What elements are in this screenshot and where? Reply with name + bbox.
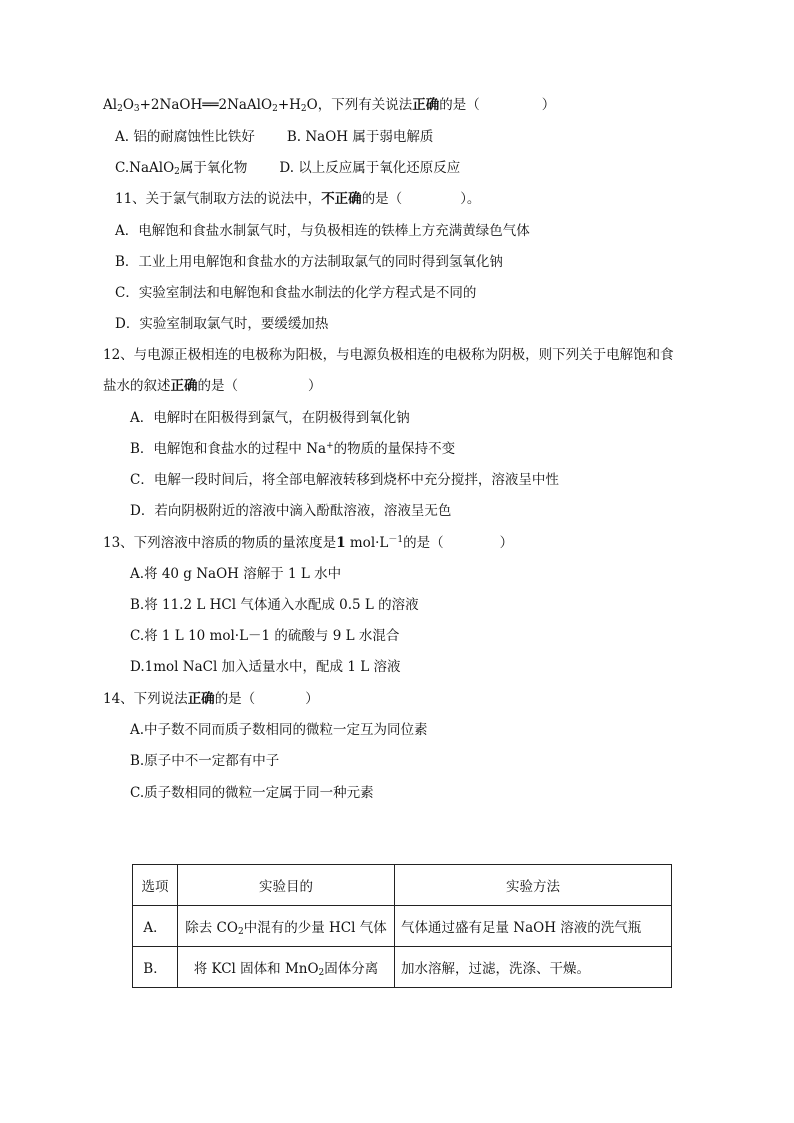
q10-option-c[interactable]: C.NaAlO$_2$属于氧化物 [115,160,248,177]
table-header-purpose: 实验目的 [178,865,395,906]
q11-option-c[interactable]: C．实验室制法和电解饱和食盐水制法的化学方程式是不同的 [115,285,477,301]
q13-stem-bold: 1 [336,535,346,551]
q11-close: ）。 [460,191,481,207]
q10-option-b[interactable]: B. NaOH 属于弱电解质 [286,129,434,145]
q14-close: ） [305,691,319,707]
table-row [133,947,672,988]
q14-stem-bold: 正确 [187,691,215,707]
q14-stem-end: 的是（ [214,691,256,707]
q13-option-b[interactable]: B.将 11.2 L HCl 气体通入水配成 0.5 L 的溶液 [130,597,419,613]
q12-option-d[interactable]: D．若向阴极附近的溶液中滴入酚酞溶液，溶液呈无色 [130,503,452,519]
q12-stem-end: 的是（ [197,378,238,394]
table-header-option: 选项 [133,865,178,906]
q10-stem: $Al_2O_3+2NaOH══2NaAlO_2+H_2O$，下列有关说法正确的是（ ） [103,97,556,114]
q12-option-b-pre: B．电解饱和食盐水的过程中 Na [130,441,327,457]
q11-stem-end: 的是（ [361,191,403,207]
table-header-method: 实验方法 [395,865,672,906]
row-a-label[interactable]: A． [133,906,178,947]
q13-stem-sup: －1 [388,535,404,545]
q12-stem-line1: 12、与电源正极相连的电极称为阳极，与电源负极相连的电极称为阴极，则下列关于电解饱和食 [103,347,674,363]
q14-stem-pre: 14、下列说法 [103,691,188,707]
q11-option-d[interactable]: D．实验室制取氯气时，要缓缓加热 [115,316,329,332]
q12-stem-bold: 正确 [170,378,198,394]
q10-options-ab [115,128,433,146]
q12-stem-line2 [103,377,322,395]
row-b-method: 加水溶解，过滤，洗涤、干燥。 [395,947,672,988]
q11-stem-pre: 11、关于氯气制取方法的说法中， [115,191,322,207]
q10-stem-bold: 正确 [412,97,440,113]
experiment-table [132,864,672,988]
row-a-purpose-pre: 除去 CO [185,920,238,936]
q12-stem-pre: 盐水的叙述 [103,378,171,394]
q12-option-b-sup: + [326,441,334,451]
row-a-method: 气体通过盛有足量 NaOH 溶液的洗气瓶 [395,906,672,947]
q12-option-b-post: 的物质的量保持不变 [333,441,456,457]
q11-stem [115,190,480,208]
q12-option-a[interactable]: A．电解时在阳极得到氯气，在阴极得到氧化钠 [130,410,410,426]
row-b-purpose-pre: 将 KCl 固体和 MnO [193,961,319,977]
q13-option-c[interactable]: C.将 1 L 10 mol·L－1 的硫酸与 9 L 水混合 [130,628,400,644]
q10-stem-suffix: ，下列有关说法 [317,97,413,113]
q13-option-d[interactable]: D.1mol NaCl 加入适量水中，配成 1 L 溶液 [130,659,401,675]
q13-option-a[interactable]: A.将 40 g NaOH 溶解于 1 L 水中 [130,566,342,582]
q13-stem [103,534,513,552]
q10-option-d[interactable]: D. 以上反应属于氧化还原反应 [279,160,461,176]
q13-stem-unit: mol·L [345,535,389,551]
table-row [133,906,672,947]
table-header-row [133,865,672,906]
q14-option-c[interactable]: C.质子数相同的微粒一定属于同一种元素 [130,785,374,801]
q12-option-b[interactable] [130,440,455,458]
q11-option-b[interactable]: B．工业上用电解饱和食盐水的方法制取氯气的同时得到氢氧化钠 [115,254,503,270]
q10-options-cd [115,159,460,177]
q10-option-c-suffix: 属于氧化物 [179,160,248,176]
q10-option-a[interactable]: A. 铝的耐腐蚀性比铁好 [115,129,255,145]
row-a-purpose-post: 中混有的少量 HCl 气体 [243,920,387,936]
row-a-purpose: 除去 $CO_2$中混有的少量 HCl 气体 [178,906,395,947]
q12-close: ） [308,378,322,394]
row-b-purpose: 将 KCl 固体和 MnO$_2$固体分离 [178,947,395,988]
q14-option-b[interactable]: B.原子中不一定都有中子 [130,753,280,769]
q10-stem-end: 的是（ [439,97,480,113]
q10-close: ） [541,97,556,113]
q13-stem-pre: 13、下列溶液中溶质的物质的量浓度是 [103,535,337,551]
row-b-label[interactable]: B． [133,947,178,988]
q13-stem-end: 的是（ [403,535,444,551]
q11-stem-bold: 不正确 [321,191,362,207]
q14-option-a[interactable]: A.中子数不同而质子数相同的微粒一定互为同位素 [130,722,428,738]
q11-option-a[interactable]: A．电解饱和食盐水制氯气时，与负极相连的铁棒上方充满黄绿色气体 [115,223,530,239]
q12-option-c[interactable]: C．电解一段时间后，将全部电解液转移到烧杯中充分搅拌，溶液呈中性 [130,472,559,488]
q14-stem [103,690,319,708]
row-b-purpose-post: 固体分离 [324,961,379,977]
q13-close: ） [499,535,514,551]
